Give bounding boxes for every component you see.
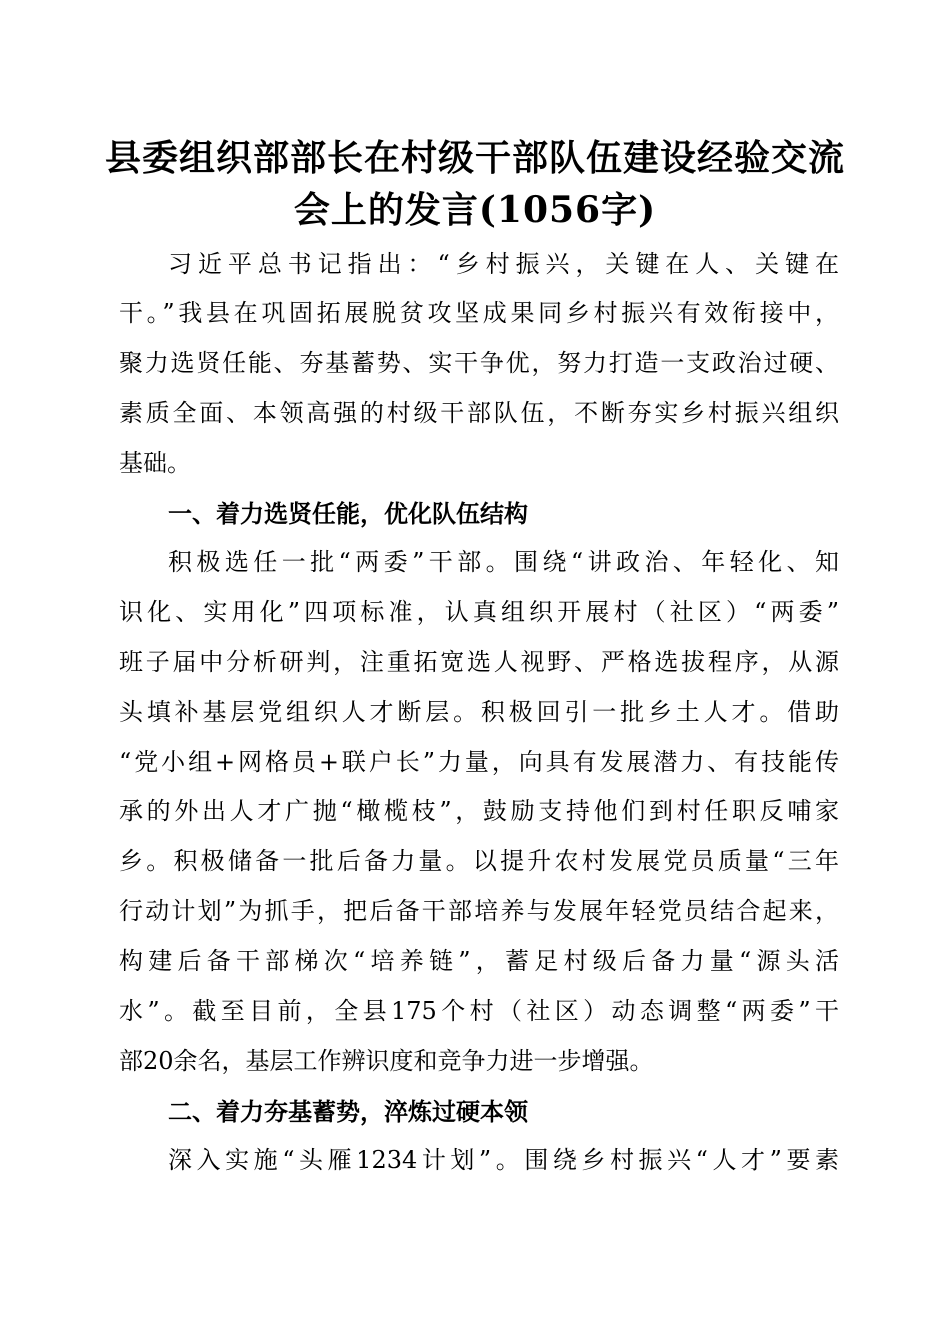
- intro-line-4: 素质全面、本领高强的村级干部队伍，不断夯实乡村振兴组织: [119, 399, 839, 427]
- intro-line-1: 习近平总书记指出：“乡村振兴，关键在人、关键在: [168, 250, 839, 278]
- intro-line-3: 聚力选贤任能、夯基蓄势、实干争优，努力打造一支政治过硬、: [119, 349, 839, 377]
- intro-line-5: 基础。: [119, 449, 191, 477]
- section-1-line-4: 头填补基层党组织人才断层。积极回引一批乡土人才。借助: [119, 698, 839, 726]
- intro-line-2: 干。”我县在巩固拓展脱贫攻坚成果同乡村振兴有效衔接中，: [119, 299, 839, 327]
- section-1-line-1: 积极选任一批“两委”干部。围绕“讲政治、年轻化、知: [168, 548, 839, 576]
- section-2-line-1: 深入实施“头雁1234计划”。围绕乡村振兴“人才”要素: [168, 1146, 839, 1174]
- section-1-line-7: 乡。积极储备一批后备力量。以提升农村发展党员质量“三年: [119, 847, 839, 875]
- section-1-line-3: 班子届中分析研判，注重拓宽选人视野、严格选拔程序，从源: [119, 648, 839, 676]
- section-1-line-8: 行动计划”为抓手，把后备干部培养与发展年轻党员结合起来，: [119, 897, 839, 925]
- section-1-line-2: 识化、实用化”四项标准，认真组织开展村（社区）“两委”: [119, 598, 839, 626]
- section-1-line-11: 部20余名，基层工作辨识度和竞争力进一步增强。: [119, 1047, 654, 1075]
- section-2-heading: 二、着力夯基蓄势，淬炼过硬本领: [168, 1098, 528, 1126]
- section-1-line-9: 构建后备干部梯次“培养链”，蓄足村级后备力量“源头活: [119, 947, 839, 975]
- section-1-line-6: 承的外出人才广抛“橄榄枝”，鼓励支持他们到村任职反哺家: [119, 797, 839, 825]
- document-title-line-1: 县委组织部部长在村级干部队伍建设经验交流: [104, 137, 845, 179]
- document-title-line-2: 会上的发言(1056字): [293, 189, 657, 231]
- section-1-heading: 一、着力选贤任能，优化队伍结构: [168, 500, 528, 528]
- section-1-line-10: 水”。截至目前，全县175个村（社区）动态调整“两委”干: [119, 997, 839, 1025]
- section-1-line-5: “党小组+网格员+联户长”力量，向具有发展潜力、有技能传: [119, 748, 839, 776]
